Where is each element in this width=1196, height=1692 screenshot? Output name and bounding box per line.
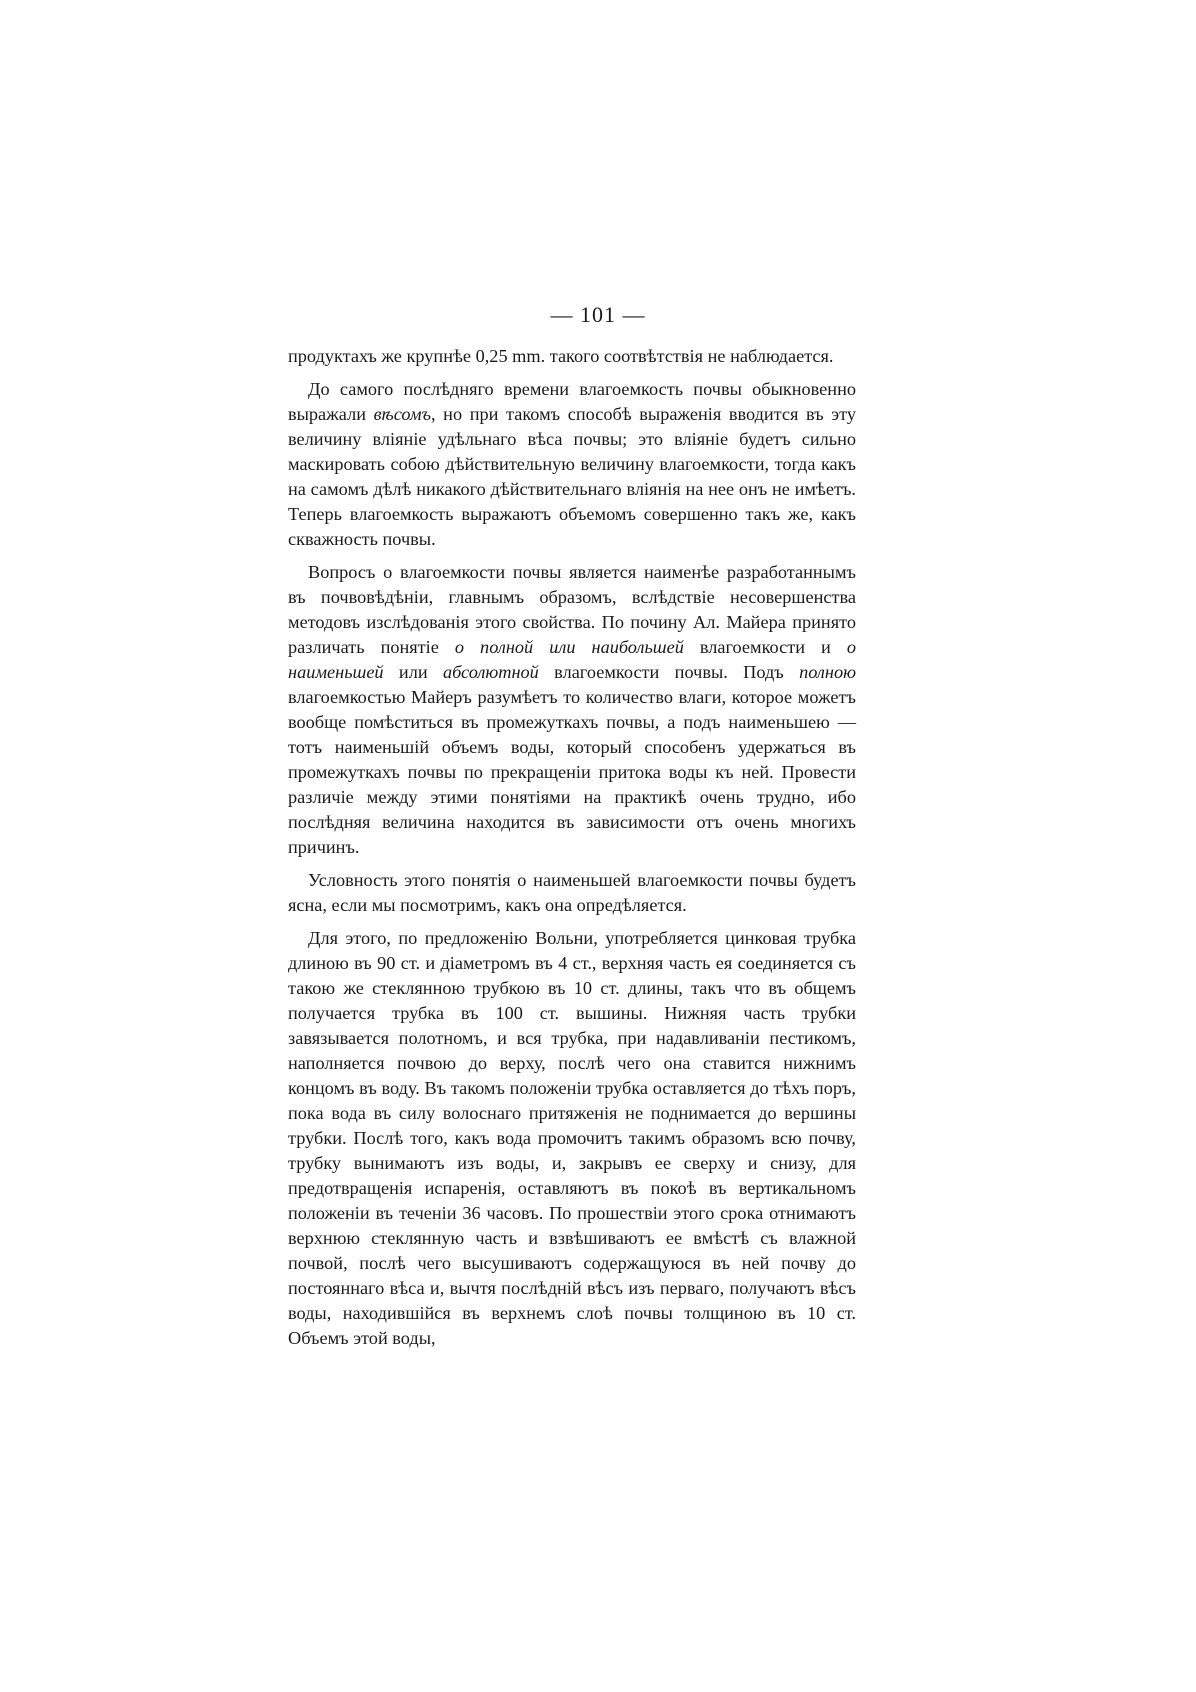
emphasis-text: вѣсомъ bbox=[373, 404, 431, 424]
emphasis-text: о наименьшей bbox=[288, 637, 856, 682]
body-text bbox=[288, 344, 856, 1359]
page-number: — 101 — bbox=[550, 302, 646, 327]
emphasis-text: о полной или наибольшей bbox=[454, 637, 684, 657]
paragraph bbox=[288, 560, 856, 860]
emphasis-text: абсолютной bbox=[442, 662, 539, 682]
text-run: влагоемкостью Майеръ разумѣетъ то количество влаги, которое можетъ вообще помѣститься въ промежуткахъ почвы, а подъ наименьшею — тотъ наименьшій объемъ воды, который способенъ удержаться въ промежуткахъ почвы по прекращеніи притока воды къ ней. Провести различіе между этими понятіями на практикѣ очень трудно, ибо послѣдняя величина находится въ зависимости отъ очень многихъ причинъ. bbox=[288, 687, 856, 857]
text-run: влагоемкости и bbox=[683, 637, 847, 657]
text-run: , но при такомъ способѣ выраженія вводится въ эту величину вліяніе удѣльнаго вѣса почвы; это вліяніе будетъ сильно маскировать собою дѣйствительную величину влагоемкости, тогда какъ на самомъ дѣлѣ никакого дѣйствительнаго вліянія на нее онъ не имѣетъ. Теперь влагоемкость выражаютъ объемомъ совершенно такъ же, какъ скважность почвы. bbox=[288, 404, 856, 549]
text-run: До самого послѣдняго времени влагоемкость почвы обыкновенно выражали bbox=[288, 379, 856, 424]
paragraph bbox=[288, 377, 856, 552]
emphasis-text: полною bbox=[799, 662, 856, 682]
paragraph: Для этого, по предложенію Вольни, употребляется цинковая трубка длиною въ 90 ст. и діаметромъ въ 4 ст., верхняя часть ея соединяется съ такою же стеклянною трубкою въ 10 ст. длины, такъ что въ общемъ получается трубка въ 100 ст. вышины. Нижняя часть трубки завязывается полотномъ, и вся трубка, при надавливаніи пестикомъ, наполняется почвою до верху, послѣ чего она ставится нижнимъ концомъ въ воду. Въ такомъ положеніи трубка оставляется до тѣхъ поръ, пока вода въ силу волоснаго притяженія не поднимается до вершины трубки. Послѣ того, какъ вода промочитъ такимъ образомъ всю почву, трубку вынимаютъ изъ воды, и, закрывъ ее сверху и снизу, для предотвращенія испаренія, оставляютъ въ покоѣ въ вертикальномъ положеніи въ теченіи 36 часовъ. По прошествіи этого срока отнимаютъ верхнюю стеклянную часть и взвѣшиваютъ ее вмѣстѣ съ влажной почвой, послѣ чего высушиваютъ содержащуюся въ ней почву до постояннаго вѣса и, вычтя послѣдній вѣсъ изъ перваго, получаютъ вѣсъ воды, находившійся въ верхнемъ слоѣ почвы толщиною въ 10 ст. Объемъ этой воды, bbox=[288, 928, 856, 1348]
paragraph: Условность этого понятія о наименьшей влагоемкости почвы будетъ ясна, если мы посмотримъ, какъ она опредѣляется. bbox=[288, 870, 856, 915]
paragraph: продуктахъ же крупнѣе 0,25 mm. такого соотвѣтствія не наблюдается. bbox=[288, 346, 834, 366]
text-run: или bbox=[383, 662, 443, 682]
text-run: Вопросъ о влагоемкости почвы является наименѣе разработаннымъ въ почвовѣдѣніи, главнымъ образомъ, вслѣдствіе несовершенства методовъ изслѣдованія этого свойства. По почину Ал. Майера принято различать понятіе bbox=[288, 562, 856, 657]
text-run: влагоемкости почвы. Подъ bbox=[538, 662, 800, 682]
